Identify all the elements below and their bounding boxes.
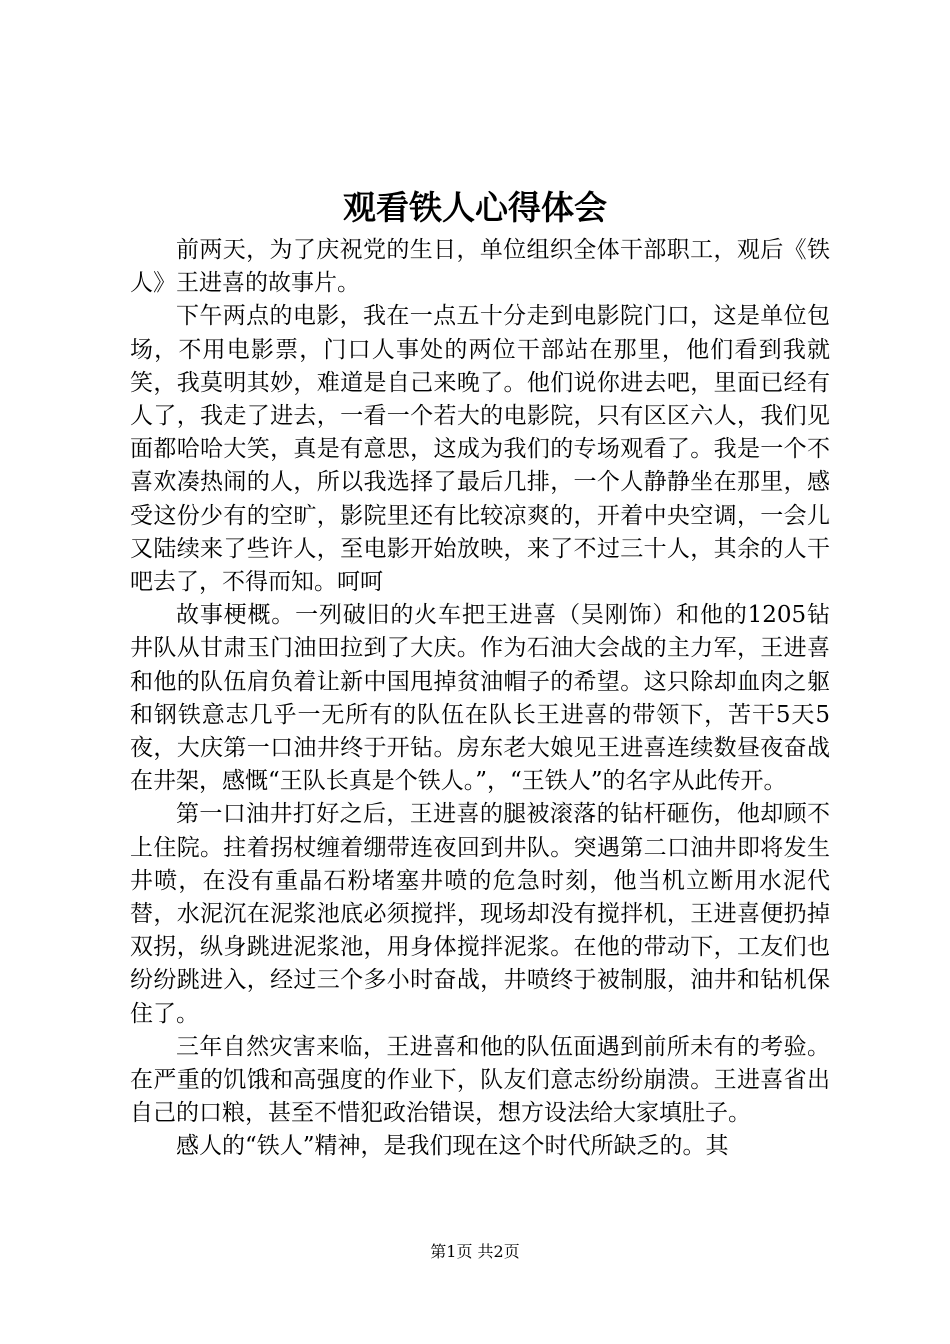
paragraph-synopsis: 故事梗概。一列破旧的火车把王进喜（吴刚饰）和他的1205钻井队从甘肃玉门油田拉到了大庆。作为石油大会战的主力军，王进喜和他的队伍肩负着让新中国甩掉贫油帽子的希望。这只除却血肉之躯和钢铁意志几乎一无所有的队伍在队长王进喜的带领下，苦干5天5夜，大庆第一口油井终于开钻。房东老大娘见王进喜连续数昼夜奋战在井架，感慨“王队长真是个铁人。”，“王铁人”的名字从此传开。 xyxy=(130,602,830,795)
paragraph-famine: 三年自然灾害来临，王进喜和他的队伍面遇到前所未有的考验。在严重的饥饿和高强度的作业下，队友们意志纷纷崩溃。王进喜省出自己的口粮，甚至不惜犯政治错误，想方设法给大家填肚子。 xyxy=(130,1033,830,1127)
document-body xyxy=(130,234,830,1164)
paragraph-spirit: 感人的“铁人”精神，是我们现在这个时代所缺乏的。其 xyxy=(176,1133,729,1160)
paragraph-blowout: 第一口油井打好之后，王进喜的腿被滚落的钻杆砸伤，他却顾不上住院。拄着拐杖缠着绷带连夜回到井队。突遇第二口油井即将发生井喷，在没有重晶石粉堵塞井喷的危急时刻，他当机立断用水泥代替，水泥沉在泥浆池底必须搅拌，现场却没有搅拌机，王进喜便扔掉双拐，纵身跳进泥浆池，用身体搅拌泥浆。在他的带动下，工友们也纷纷跳进入，经过三个多小时奋战，井喷终于被制服，油井和钻机保住了。 xyxy=(130,801,830,1027)
page-number-footer: 第1页 共2页 xyxy=(430,1242,520,1261)
paragraph-intro: 前两天，为了庆祝党的生日，单位组织全体干部职工，观后《铁人》王进喜的故事片。 xyxy=(130,237,830,297)
document-title: 观看铁人心得体会 xyxy=(343,188,607,227)
paragraph-cinema: 下午两点的电影，我在一点五十分走到电影院门口，这是单位包场，不用电影票，门口人事处的两位干部站在那里，他们看到我就笑，我莫明其妙，难道是自己来晚了。他们说你进去吧，里面已经有人了，我走了进去，一看一个若大的电影院，只有区区六人，我们见面都哈哈大笑，真是有意思，这成为我们的专场观看了。我是一个不喜欢凑热闹的人，所以我选择了最后几排，一个人静静坐在那里，感受这份少有的空旷，影院里还有比较凉爽的，开着中央空调，一会儿又陆续来了些许人，至电影开始放映，来了不过三十人，其余的人干吧去了，不得而知。呵呵 xyxy=(130,303,830,596)
